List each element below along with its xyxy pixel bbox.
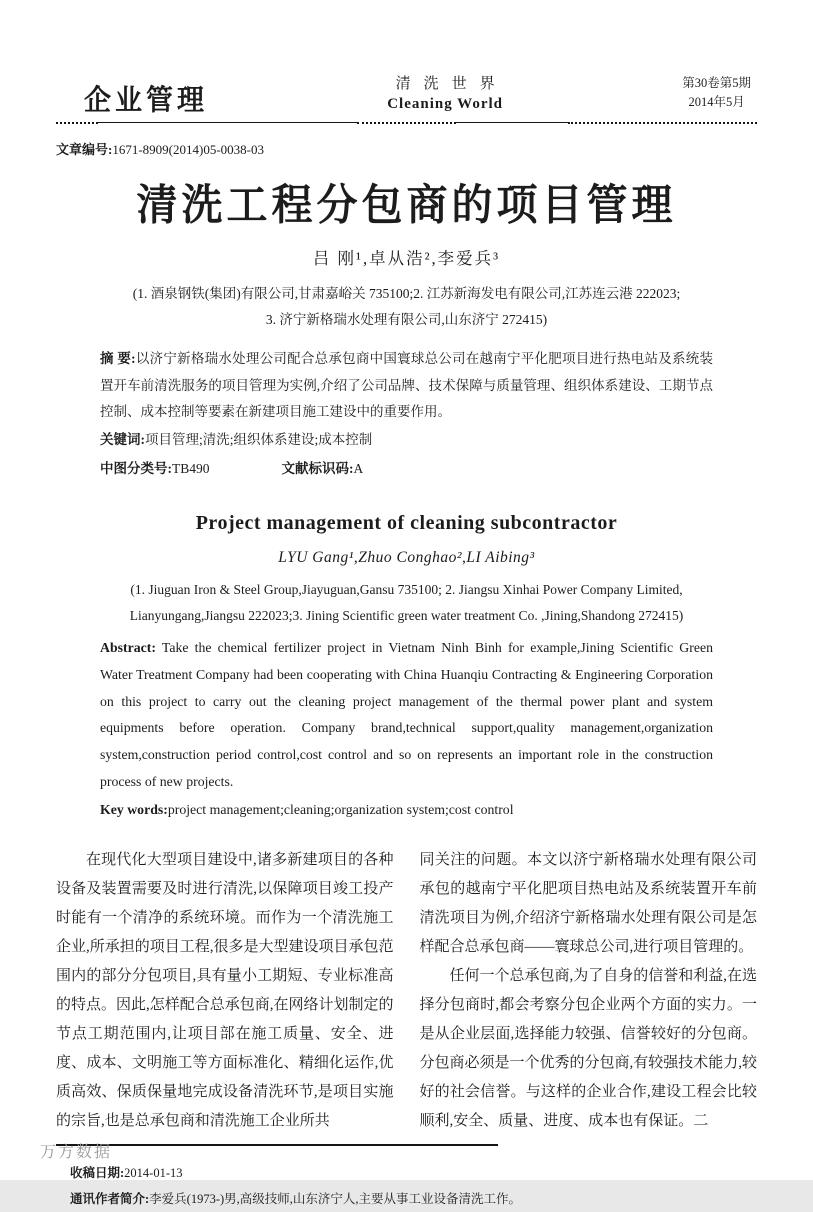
doc-code-label: 文献标识码: xyxy=(281,460,354,476)
abstract-cn-text: 以济宁新格瑞水处理公司配合总承包商中国寰球总公司在越南宁平化肥项目进行热电站及系统装置开车前清洗服务的项目管理为实例,介绍了公司品牌、技术保障与质量管理、组织体系建设、工期节点控制、成本控制等要素在新建项目施工建设中的重要作用。 xyxy=(100,351,714,419)
authors-en: LYU Gang¹,Zhuo Conghao²,LI Aibing³ xyxy=(278,548,535,566)
article-number-value: 1671-8909(2014)05-0038-03 xyxy=(112,142,264,157)
received-date-value: 2014-01-13 xyxy=(124,1165,183,1180)
affiliation-line: (1. 酒泉钢铁(集团)有限公司,甘肃嘉峪关 735100;2. 江苏新海发电有限公司,江苏连云港 222023; xyxy=(132,286,681,301)
keywords-en xyxy=(100,797,713,824)
rule-segment xyxy=(357,122,455,124)
article-number xyxy=(56,139,757,158)
abstract-en-text: Take the chemical fertilizer project in Vietnam Ninh Binh for example,Jining Scientific Green Water Treatment Company had been cooperating with China Huanqiu Contracting & Engineering Corporation on this project to carry out the cleaning project management of the thermal power plant and system equipments before operation. Company brand,technical support,quality management,organization system,construction period control,cost control and so on represents an important role in the construction process of new projects. xyxy=(100,640,713,789)
left-column xyxy=(56,846,394,1136)
clc-value: TB490 xyxy=(172,460,210,476)
rule-segment xyxy=(56,122,98,124)
keywords-en-text: project management;cleaning;organization system;cost control xyxy=(167,802,514,818)
abstract-en-label: Abstract: xyxy=(100,640,156,656)
abstract-cn xyxy=(100,346,713,425)
clc-line xyxy=(100,456,713,482)
body-paragraph: 在现代化大型项目建设中,诸多新建项目的各种设备及装置需要及时进行清洗,以保障项目竣工投产时能有一个清净的系统环境。而作为一个清洗施工企业,所承担的项目工程,很多是大型建设项目承包范围内的部分分包项目,具有量小工期短、专业标准高的特点。因此,怎样配合总承包商,在网络计划制定的节点工期范围内,让项目部在施工质量、安全、进度、成本、文明施工等方面标准化、精细化运作,优质高效、保质保量地完成设备清洗环节,是项目实施的宗旨,也是总承包商和清洗施工企业所共 xyxy=(56,851,394,1129)
body-columns xyxy=(56,846,757,1136)
keywords-en-label: Key words: xyxy=(100,802,168,818)
footnote-rule xyxy=(56,1144,498,1146)
affiliations-cn xyxy=(56,281,757,332)
keywords-cn xyxy=(100,427,713,453)
affiliations-en: (1. Jiuguan Iron & Steel Group,Jiayuguan,Gansu 735100; 2. Jiangsu Xinhai Power Company Limited, Lianyungang,Jiangsu 222023;3. Jining Scientific green water treatment Co. ,Jining,Shandong 272415) xyxy=(129,581,684,624)
received-date-line xyxy=(70,1160,757,1186)
article-number-label: 文章编号: xyxy=(56,142,113,157)
clc-label: 中图分类号: xyxy=(100,460,172,476)
author-bio-text: 李爱兵(1973-)男,高级技师,山东济宁人,主要从事工业设备清洗工作。 xyxy=(149,1192,522,1207)
keywords-cn-text: 项目管理;清洗;组织体系建设;成本控制 xyxy=(145,432,373,448)
doc-code-value: A xyxy=(353,460,364,476)
affiliation-line: 3. 济宁新格瑞水处理有限公司,山东济宁 272415) xyxy=(265,311,548,327)
abstract-en xyxy=(100,635,713,795)
abstract-cn-label: 摘 要: xyxy=(100,351,136,367)
rule-segment xyxy=(456,122,568,123)
author-bio-label: 通讯作者简介: xyxy=(70,1192,150,1207)
author-bio-line xyxy=(70,1186,757,1212)
header-rule xyxy=(56,122,757,124)
section-label: 企业管理 xyxy=(84,84,208,116)
body-paragraph: 同关注的问题。本文以济宁新格瑞水处理有限公司承包的越南宁平化肥项目热电站及系统装置开车前清洗项目为例,介绍济宁新格瑞水处理有限公司是怎样配合总承包商——寰球总公司,进行项目管理的。 xyxy=(419,851,757,955)
rule-segment xyxy=(98,122,357,123)
issue-info xyxy=(682,74,751,113)
article-title-en: Project management of cleaning subcontractor xyxy=(195,511,618,534)
journal-name-cn: 清洗世界 xyxy=(395,76,508,92)
right-column xyxy=(420,846,758,1136)
footnotes xyxy=(70,1160,757,1212)
article-title-cn: 清洗工程分包商的项目管理 xyxy=(136,181,677,230)
rule-segment xyxy=(568,122,757,124)
issue-date: 2014年5月 xyxy=(688,95,745,110)
wanfang-watermark: 万方数据 xyxy=(40,1144,113,1161)
body-paragraph: 任何一个总承包商,为了自身的信誉和利益,在选择分包商时,都会考察分包企业两个方面的实力。一是从企业层面,选择能力较强、信誉较好的分包商。分包商必须是一个优秀的分包商,有较强技术能力,较好的社会信誉。与这样的企业合作,建设工程会比较顺利,安全、质量、进度、成本也有保证。二 xyxy=(419,967,758,1129)
received-date-label: 收稿日期: xyxy=(70,1165,125,1180)
authors-cn: 吕 刚¹,卓从浩²,李爱兵³ xyxy=(312,249,501,268)
journal-header xyxy=(56,70,757,120)
volume-issue: 第30卷第5期 xyxy=(682,76,751,90)
journal-name-en: Cleaning World xyxy=(387,96,504,112)
journal-name-block xyxy=(383,72,508,113)
keywords-cn-label: 关键词: xyxy=(100,432,145,448)
